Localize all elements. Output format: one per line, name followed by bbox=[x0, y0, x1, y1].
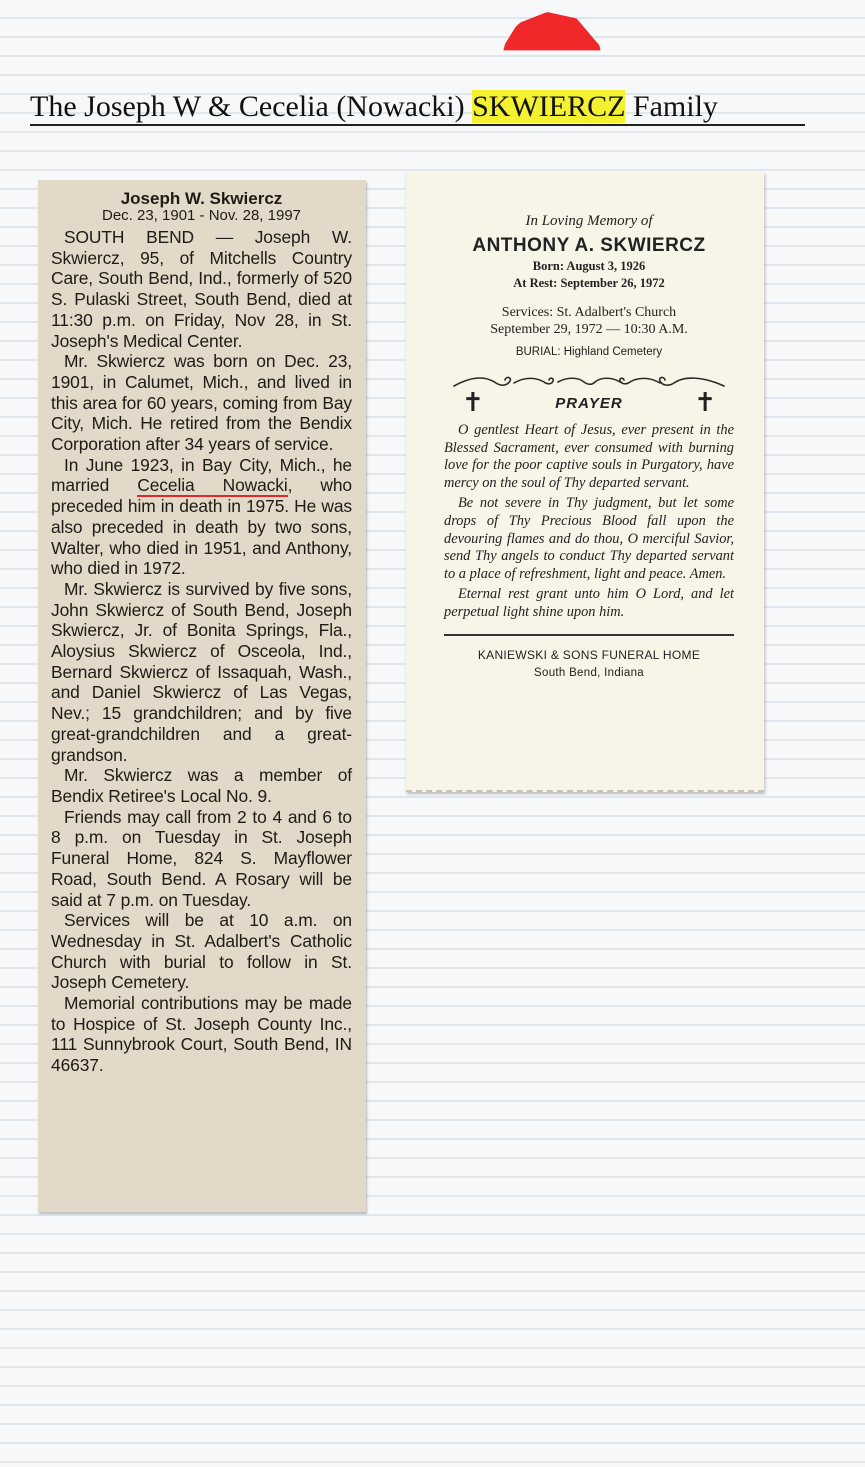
card-memory-line: In Loving Memory of bbox=[525, 213, 653, 229]
prayer-header bbox=[462, 390, 716, 416]
funeral-home: KANIEWSKI & SONS FUNERAL HOME bbox=[477, 647, 701, 662]
flourish-ornament bbox=[452, 374, 726, 390]
funeral-home-city: South Bend, Indiana bbox=[534, 666, 644, 679]
card-born: Born: August 3, 1926 bbox=[532, 259, 646, 273]
card-services-date: September 29, 1972 — 10:30 A.M. bbox=[490, 322, 688, 337]
title-suffix: Family bbox=[625, 90, 718, 123]
spouse-name: Cecelia Nowacki bbox=[137, 475, 288, 496]
prayer-paragraph-1: O gentlest Heart of Jesus, ever present in the Blessed Sacrament, ever consumed with burning love for the poor captive souls in Purgatory, have mercy on the soul of Thy departed servant. bbox=[444, 422, 734, 491]
obituary-name: Joseph W. Skwiercz bbox=[120, 189, 283, 208]
obituary-paragraph-3-start: In June 1923, in Bay City, Mich., he married bbox=[51, 454, 352, 496]
title-highlight: SKWIERCZ bbox=[472, 90, 626, 123]
obituary-paragraph-3-end: , who preceded him in death in 1975. He was also preceded in death by two sons, Walter, who died in 1951, and Anthony, who died in 1972. bbox=[51, 475, 352, 579]
cross-icon: ✝ bbox=[694, 388, 716, 418]
card-divider bbox=[444, 634, 734, 636]
obituary-dates: Dec. 23, 1901 - Nov. 28, 1997 bbox=[101, 207, 301, 224]
page-title bbox=[30, 90, 805, 126]
prayer-paragraph-2: Be not severe in Thy judgment, but let some drops of Thy Precious Blood fall upon the devouring flames and do thou, O merciful Savior, send Thy angels to conduct Thy departed servant to a place of refreshment, light and peace. Amen. bbox=[444, 495, 734, 582]
title-prefix: The Joseph W & Cecelia (Nowacki) bbox=[30, 90, 473, 123]
card-services: Services: St. Adalbert's Church bbox=[501, 305, 677, 320]
prayer-paragraph-3: Eternal rest grant unto him O Lord, and let perpetual light shine upon him. bbox=[444, 586, 734, 620]
card-burial: BURIAL: Highland Cemetery bbox=[515, 346, 663, 358]
cross-icon: ✝ bbox=[462, 388, 484, 418]
obituary-paragraph-7: Services will be at 10 a.m. on Wednesday in St. Adalbert's Catholic Church with burial to follow in St. Joseph Cemetery. bbox=[51, 910, 352, 993]
prayer-title: PRAYER bbox=[555, 394, 623, 412]
obituary-paragraph-2: Mr. Skwiercz was born on Dec. 23, 1901, in Calumet, Mich., and lived in this area for 60 years, coming from Bay City, Mich. He retired from the Bendix Corporation after 34 years of service. bbox=[51, 351, 352, 455]
card-name: ANTHONY A. SKWIERCZ bbox=[472, 235, 706, 256]
red-tab bbox=[503, 12, 601, 76]
obituary-paragraph-1: SOUTH BEND — Joseph W. Skwiercz, 95, of Mitchells Country Care, South Bend, Ind., formerly of 520 S. Pulaski Street, South Bend, died at 11:30 p.m. on Friday, Nov 28, in St. Joseph's Medical Center. bbox=[51, 227, 352, 351]
obituary-paragraph-4: Mr. Skwiercz is survived by five sons, John Skwiercz of South Bend, Joseph Skwiercz, Jr. of Bonita Springs, Fla., Aloysius Skwiercz of Osceola, Ind., Bernard Skwiercz of Issaquah, Wash., and Daniel Skwiercz of Las Vegas, Nev.; 15 grandchildren; and by five great-grandchildren and a great-grandson. bbox=[51, 578, 352, 765]
obituary-paragraph-5: Mr. Skwiercz was a member of Bendix Retiree's Local No. 9. bbox=[51, 765, 352, 806]
card-at-rest: At Rest: September 26, 1972 bbox=[513, 276, 665, 290]
obituary-clipping bbox=[38, 180, 366, 1212]
obituary-paragraph-3 bbox=[51, 455, 352, 579]
memorial-card bbox=[406, 172, 764, 792]
obituary-paragraph-6: Friends may call from 2 to 4 and 6 to 8 p.m. on Tuesday in St. Joseph Funeral Home, 824 S. Mayflower Road, South Bend. A Rosary will be said at 7 p.m. on Tuesday. bbox=[51, 806, 352, 910]
obituary-paragraph-8: Memorial contributions may be made to Hospice of St. Joseph County Inc., 111 Sunnybrook Court, South Bend, IN 46637. bbox=[51, 993, 352, 1076]
